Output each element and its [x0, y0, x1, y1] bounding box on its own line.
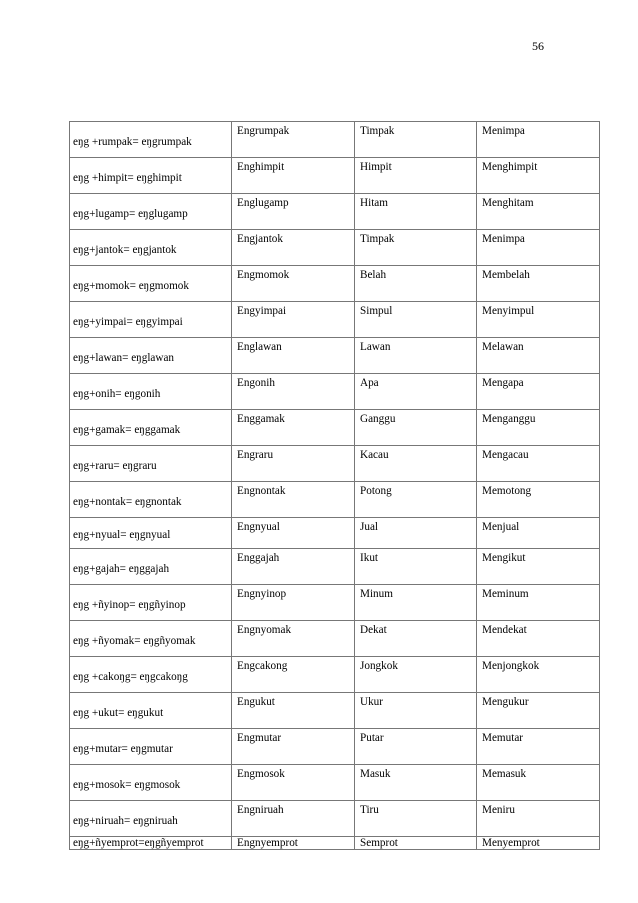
table-row — [70, 230, 600, 266]
derived-word-cell: Engukut — [232, 693, 355, 729]
derived-word-cell: Engnyinop — [232, 585, 355, 621]
table-row — [70, 374, 600, 410]
translation-cell: Membelah — [477, 266, 600, 302]
translation-cell: Menganggu — [477, 410, 600, 446]
derivation-cell: eŋg+yimpai= eŋgyimpai — [70, 302, 232, 338]
base-word-cell: Ukur — [355, 693, 477, 729]
base-word-cell: Hitam — [355, 194, 477, 230]
base-word-cell: Dekat — [355, 621, 477, 657]
table-row — [70, 621, 600, 657]
table-row — [70, 729, 600, 765]
derivation-cell: eŋg+nyual= eŋgnyual — [70, 518, 232, 549]
derived-word-cell: Engjantok — [232, 230, 355, 266]
derivation-cell: eŋg +ñyomak= eŋgñyomak — [70, 621, 232, 657]
translation-cell: Melawan — [477, 338, 600, 374]
derivation-cell: eŋg+lugamp= eŋglugamp — [70, 194, 232, 230]
derivation-cell: eŋg+jantok= eŋgjantok — [70, 230, 232, 266]
derivation-cell: eŋg +himpit= eŋghimpit — [70, 158, 232, 194]
derivation-cell: eŋg+onih= eŋgonih — [70, 374, 232, 410]
derivation-cell: eŋg+mosok= eŋgmosok — [70, 765, 232, 801]
base-word-cell: Masuk — [355, 765, 477, 801]
derived-word-cell: Engnontak — [232, 482, 355, 518]
base-word-cell: Semprot — [355, 837, 477, 850]
table-row — [70, 122, 600, 158]
table-row — [70, 446, 600, 482]
translation-cell: Memasuk — [477, 765, 600, 801]
translation-cell: Mengacau — [477, 446, 600, 482]
table-row — [70, 765, 600, 801]
derivation-cell: eŋg+momok= eŋgmomok — [70, 266, 232, 302]
derived-word-cell: Engcakong — [232, 657, 355, 693]
derived-word-cell: Englugamp — [232, 194, 355, 230]
derived-word-cell: Englawan — [232, 338, 355, 374]
derivation-cell: eŋg +cakoŋg= eŋgcakoŋg — [70, 657, 232, 693]
base-word-cell: Tiru — [355, 801, 477, 837]
table-row — [70, 338, 600, 374]
table-row — [70, 410, 600, 446]
base-word-cell: Kacau — [355, 446, 477, 482]
translation-cell: Menyemprot — [477, 837, 600, 850]
derived-word-cell: Engraru — [232, 446, 355, 482]
translation-cell: Menghimpit — [477, 158, 600, 194]
derivation-cell: eŋg+gajah= eŋggajah — [70, 549, 232, 585]
translation-cell: Mendekat — [477, 621, 600, 657]
table-row — [70, 549, 600, 585]
derived-word-cell: Enggamak — [232, 410, 355, 446]
translation-cell: Menjual — [477, 518, 600, 549]
translation-cell: Menghitam — [477, 194, 600, 230]
derivation-cell: eŋg +rumpak= eŋgrumpak — [70, 122, 232, 158]
table-row — [70, 482, 600, 518]
derived-word-cell: Engmosok — [232, 765, 355, 801]
derived-word-cell: Engmomok — [232, 266, 355, 302]
derived-word-cell: Engnyemprot — [232, 837, 355, 850]
derived-word-cell: Enghimpit — [232, 158, 355, 194]
table-row — [70, 837, 600, 850]
translation-cell: Mengapa — [477, 374, 600, 410]
table-row — [70, 266, 600, 302]
translation-cell: Memutar — [477, 729, 600, 765]
table-row — [70, 302, 600, 338]
table-row — [70, 657, 600, 693]
derived-word-cell: Engnyual — [232, 518, 355, 549]
derived-word-cell: Engonih — [232, 374, 355, 410]
derivation-cell: eŋg+gamak= eŋggamak — [70, 410, 232, 446]
base-word-cell: Minum — [355, 585, 477, 621]
derivation-cell: eŋg+nontak= eŋgnontak — [70, 482, 232, 518]
base-word-cell: Belah — [355, 266, 477, 302]
base-word-cell: Simpul — [355, 302, 477, 338]
base-word-cell: Potong — [355, 482, 477, 518]
derivation-cell: eŋg+raru= eŋgraru — [70, 446, 232, 482]
page-number: 56 — [532, 39, 544, 53]
derived-word-cell: Engnyomak — [232, 621, 355, 657]
base-word-cell: Ikut — [355, 549, 477, 585]
translation-cell: Meniru — [477, 801, 600, 837]
derivation-cell: eŋg+ñyemprot=eŋgñyemprot — [70, 837, 232, 850]
translation-cell: Menjongkok — [477, 657, 600, 693]
base-word-cell: Apa — [355, 374, 477, 410]
derivation-cell: eŋg +ukut= eŋgukut — [70, 693, 232, 729]
base-word-cell: Putar — [355, 729, 477, 765]
table-row — [70, 801, 600, 837]
word-formation-table — [69, 121, 600, 850]
base-word-cell: Jual — [355, 518, 477, 549]
table-row — [70, 585, 600, 621]
translation-cell: Menimpa — [477, 122, 600, 158]
table-row — [70, 518, 600, 549]
translation-cell: Mengukur — [477, 693, 600, 729]
table-row — [70, 693, 600, 729]
derived-word-cell: Engrumpak — [232, 122, 355, 158]
table-row — [70, 194, 600, 230]
derived-word-cell: Engmutar — [232, 729, 355, 765]
derivation-cell: eŋg+lawan= eŋglawan — [70, 338, 232, 374]
translation-cell: Mengikut — [477, 549, 600, 585]
derivation-cell: eŋg+mutar= eŋgmutar — [70, 729, 232, 765]
derived-word-cell: Engniruah — [232, 801, 355, 837]
translation-cell: Menimpa — [477, 230, 600, 266]
derivation-cell: eŋg+niruah= eŋgniruah — [70, 801, 232, 837]
base-word-cell: Ganggu — [355, 410, 477, 446]
translation-cell: Memotong — [477, 482, 600, 518]
table-row — [70, 158, 600, 194]
base-word-cell: Lawan — [355, 338, 477, 374]
base-word-cell: Himpit — [355, 158, 477, 194]
translation-cell: Menyimpul — [477, 302, 600, 338]
base-word-cell: Jongkok — [355, 657, 477, 693]
base-word-cell: Timpak — [355, 122, 477, 158]
derived-word-cell: Enggajah — [232, 549, 355, 585]
base-word-cell: Timpak — [355, 230, 477, 266]
translation-cell: Meminum — [477, 585, 600, 621]
derivation-cell: eŋg +ñyinop= eŋgñyinop — [70, 585, 232, 621]
derived-word-cell: Engyimpai — [232, 302, 355, 338]
